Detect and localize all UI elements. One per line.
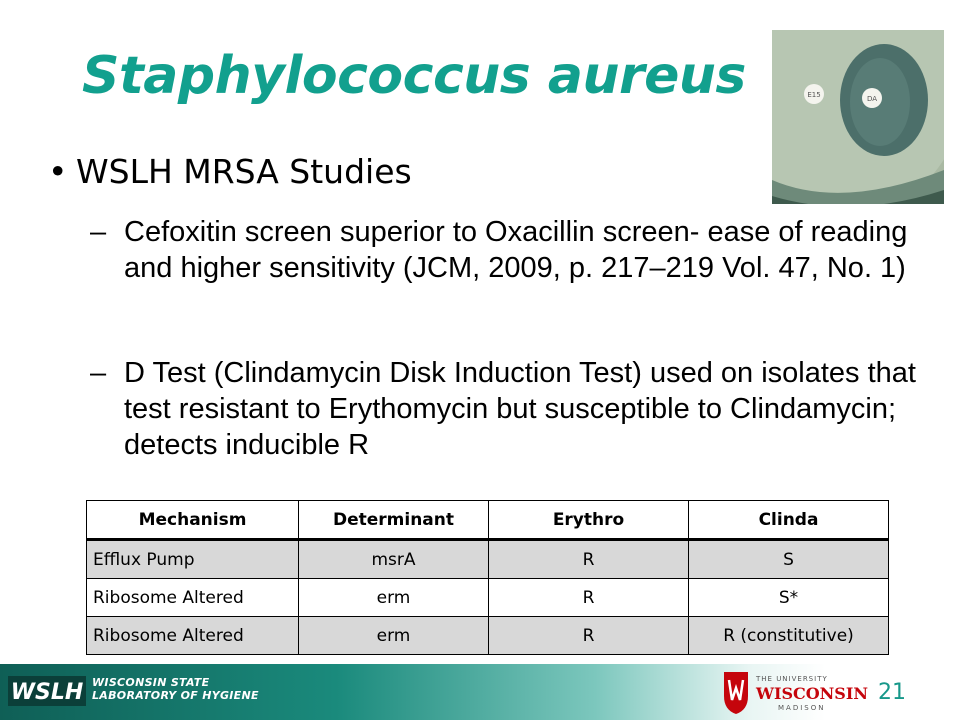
dash-marker: –	[90, 357, 107, 389]
cell-determinant: erm	[299, 617, 489, 655]
uw-line-1: THE UNIVERSITY	[756, 675, 828, 683]
wslh-logo-text: WSLH	[10, 680, 84, 705]
header-erythro: Erythro	[489, 501, 689, 540]
dash-marker: –	[90, 216, 107, 248]
wslh-logo-icon	[8, 676, 86, 706]
org-line-1: WISCONSIN STATE	[92, 676, 210, 689]
cell-mechanism: Efflux Pump	[87, 540, 299, 579]
org-line-2: LABORATORY OF HYGIENE	[92, 689, 259, 702]
org-name	[92, 676, 259, 702]
cell-erythro: R	[489, 540, 689, 579]
subpoint-cefoxitin	[90, 214, 924, 286]
page-number: 21	[878, 680, 906, 705]
disk-label-da: DA	[866, 95, 878, 103]
slide-title: Staphylococcus aureus	[82, 46, 746, 106]
table-row	[87, 579, 889, 617]
uw-line-3: MADISON	[778, 704, 826, 712]
subpoint-d-test	[90, 355, 924, 463]
subpoint-text: D Test (Clindamycin Disk Induction Test) used on isolates that test resistant to Erythomycin but susceptible to Clindamycin; detects inducible R	[124, 357, 916, 461]
header-clinda: Clinda	[689, 501, 889, 540]
bullet-wslh-mrsa	[48, 152, 412, 191]
uw-madison-logo-icon	[718, 666, 868, 718]
agar-plate-photo	[772, 30, 944, 204]
table-header-row	[87, 501, 889, 540]
slide-footer	[0, 664, 960, 720]
cell-determinant: msrA	[299, 540, 489, 579]
cell-mechanism: Ribosome Altered	[87, 617, 299, 655]
header-mechanism: Mechanism	[87, 501, 299, 540]
cell-clinda: S*	[689, 579, 889, 617]
subpoint-text: Cefoxitin screen superior to Oxacillin screen- ease of reading and higher sensitivity (JCM, 2009, p. 217–219 Vol. 47, No. 1)	[124, 216, 908, 284]
uw-line-2: WISCONSIN	[756, 684, 868, 703]
header-determinant: Determinant	[299, 501, 489, 540]
cell-determinant: erm	[299, 579, 489, 617]
bullet-dot-icon: •	[48, 152, 68, 191]
cell-erythro: R	[489, 579, 689, 617]
cell-clinda: R (constitutive)	[689, 617, 889, 655]
table-row	[87, 617, 889, 655]
cell-erythro: R	[489, 617, 689, 655]
cell-clinda: S	[689, 540, 889, 579]
disk-label-e: E15	[807, 91, 821, 99]
bullet-text: WSLH MRSA Studies	[76, 152, 412, 191]
mechanism-table	[86, 500, 889, 655]
table-row	[87, 540, 889, 579]
cell-mechanism: Ribosome Altered	[87, 579, 299, 617]
